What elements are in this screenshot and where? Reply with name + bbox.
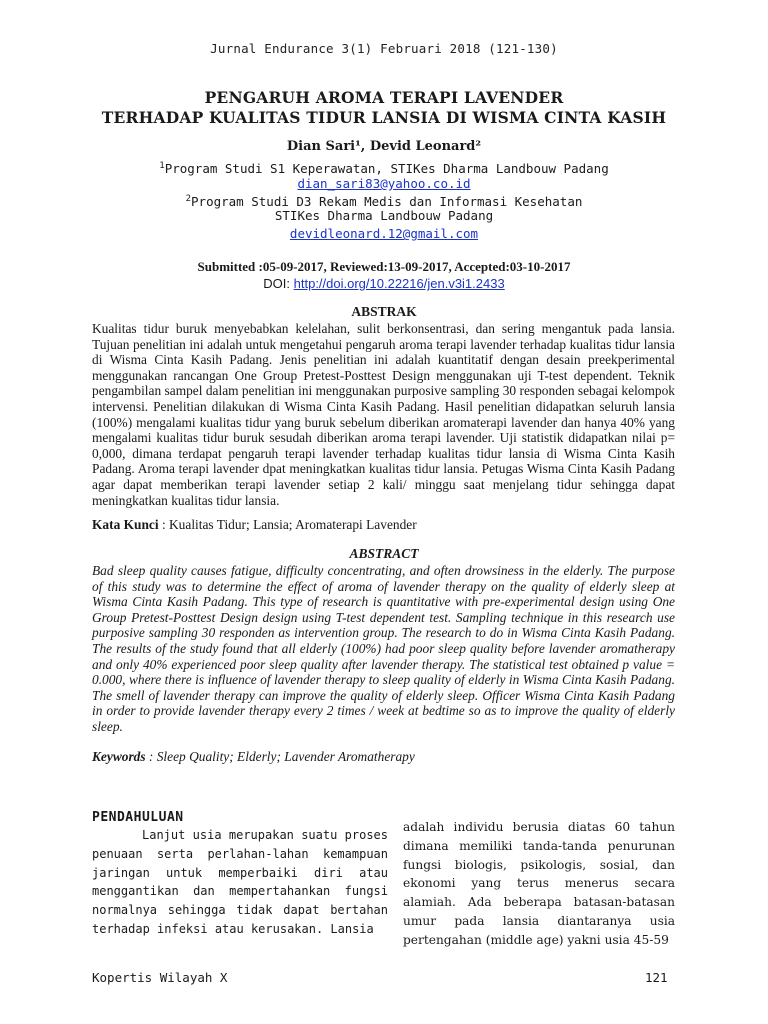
doi-label: DOI:	[263, 276, 294, 291]
journal-header: Jurnal Endurance 3(1) Februari 2018 (121-130)	[210, 41, 558, 56]
doi-link[interactable]: http://doi.org/10.22216/jen.v3i1.2433	[293, 276, 505, 291]
abstrak-heading: ABSTRAK	[351, 304, 417, 319]
kata-kunci-label: Kata Kunci	[92, 517, 159, 532]
article-title-line-2: TERHADAP KUALITAS TIDUR LANSIA DI WISMA CINTA KASIH	[101, 108, 667, 127]
pendahuluan-left-column: Lanjut usia merupakan suatu proses penuaan serta perlahan-lahan kemampuan jaringan untuk memperbaiki diri atau menggantikan dan mempertahankan fungsi normalnya sehingga tidak dapat bertahan terhadap infeksi atau kerusakan. Lansia	[92, 828, 388, 936]
article-title-line-1: PENGARUH AROMA TERAPI LAVENDER	[204, 88, 564, 107]
pendahuluan-heading: PENDAHULUAN	[92, 810, 184, 825]
affiliation-1-text: Program Studi S1 Keperawatan, STIKes Dharma Landbouw Padang	[164, 161, 609, 177]
abstrak-body: Kualitas tidur buruk menyebabkan kelelahan, sulit berkonsentrasi, dan sering mengantuk pada lansia. Tujuan penelitian ini adalah untuk mengetahui pengaruh aroma terapi lavender terhadap kualitas tidur lansia di Wisma Cinta Kasih Padang. Jenis penelitian ini adalah kuantitatif dengan desain preekperimental menggunakan rancangan One Group Pretest-Posttest Design menggunakan uji T-test dependent. Teknik pengambilan sampel dalam penelitian ini menggunakan purposive sampling 30 responden sebagai kelompok intervensi. Penelitian dilakukan di Wisma Cinta Kasih Padang. Hasil penelitian didapatkan seluruh lansia (100%) mengalami kualitas tidur yang buruk sebelum diberikan aromaterapi lavender dan hanya 40% yang mengalami kualitas tidur buruk sesudah diberikan aroma terapi lavender. Uji statistik didapatkan nilai p= 0,000, dimana terdapat pengaruh terapi lavender terhadap kualitas tidur lansia di Wisma Cinta Kasih Padang. Aroma terapi lavender dpat meningkatkan kualitas tidur lansia. Petugas Wisma Cinta Kasih Padang agar dapat memberikan terapi lavender setiap 2 kali/ minggu saat menjelang tidur sehingga dapat meningkatkan kualitas tidur lansia.	[92, 321, 675, 508]
kata-kunci	[92, 517, 417, 533]
submission-dates: Submitted :05-09-2017, Reviewed:13-09-2017, Accepted:03-10-2017	[197, 259, 571, 274]
page-number: 121	[645, 970, 668, 985]
email-1-link[interactable]: dian_sari83@yahoo.co.id	[297, 176, 471, 191]
affiliation-2-text: Program Studi D3 Rekam Medis dan Informasi Kesehatan	[191, 194, 583, 210]
keywords	[92, 749, 415, 765]
affiliation-2-marker: 2	[185, 194, 192, 204]
keywords-label: Keywords	[92, 749, 146, 764]
pendahuluan-right-column: adalah individu berusia diatas 60 tahun dimana memiliki tanda-tanda penurunan fungsi biologis, psikologis, sosial, dan ekonomi yang terus menerus secara alamiah. Ada beberapa batasan-batasan umur pada lansia diantaranya usia pertengahan (middle age) yakni usia 45-59	[403, 820, 675, 947]
email-2-link[interactable]: devidleonard.12@gmail.com	[289, 226, 479, 241]
email-2	[0, 226, 768, 242]
kata-kunci-text: : Kualitas Tidur; Lansia; Aromaterapi Lavender	[158, 517, 417, 532]
abstract-body: Bad sleep quality causes fatigue, difficulty concentrating, and often drowsiness in the elderly. The purpose of this study was to determine the effect of aroma of lavender therapy on the quality of elderly sleep at Wisma Cinta Kasih Padang. This type of research is quantitative with pre-experimental design using One Group Pretest-Posttest Design design using T-test dependent test. Sampling technique in this research use purposive sampling 30 responden as intervention group. The research to do in Wisma Cinta Kasih Padang. The results of the study found that all elderly (100%) had poor sleep quality before lavender aromatherapy and only 40% experienced poor sleep quality after lavender therapy. The statistical test obtained p value = 0.000, where there is influence of lavender therapy to sleep quality of elderly in Wisma Cinta Kasih Padang. The smell of lavender therapy can improve the quality of elderly sleep. Officer Wisma Cinta Kasih Padang in order to provide lavender therapy every 2 times / week at bedtime so as to improve the quality of elderly sleep.	[92, 563, 675, 734]
footer-publisher: Kopertis Wilayah X	[92, 970, 228, 985]
authors: Dian Sari¹, Devid Leonard²	[286, 139, 482, 154]
affiliation-1-marker: 1	[159, 161, 165, 171]
email-1	[0, 176, 768, 192]
keywords-text: : Sleep Quality; Elderly; Lavender Aromatherapy	[145, 749, 415, 764]
abstract-heading: ABSTRACT	[349, 546, 419, 561]
affiliation-1	[0, 158, 768, 177]
affiliation-2-institution: STIKes Dharma Landbouw Padang	[274, 208, 494, 223]
doi-line	[0, 276, 768, 291]
